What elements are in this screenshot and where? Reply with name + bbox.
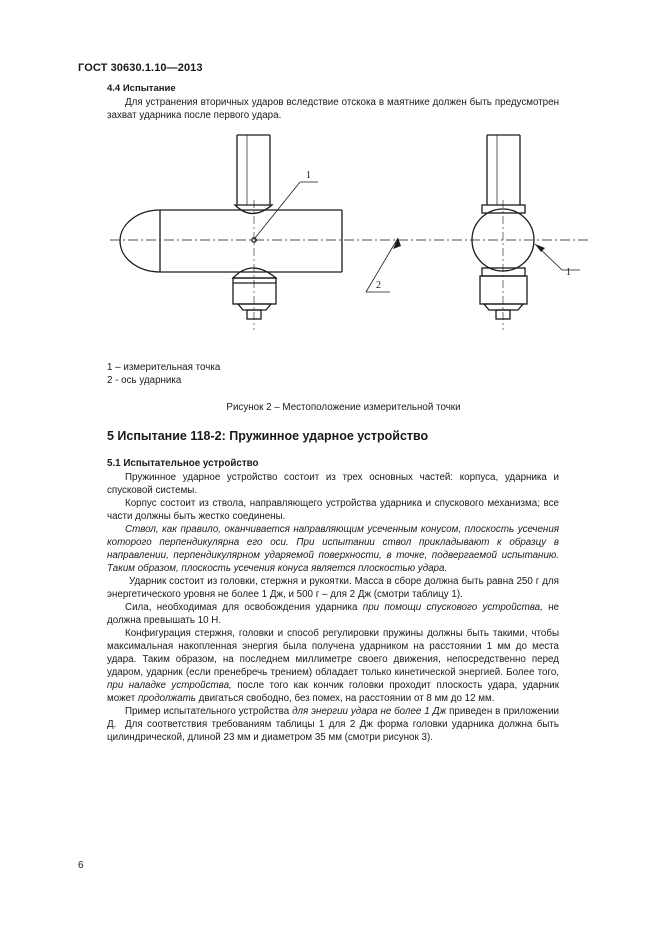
- paragraph-6-italic-d: продолжать: [137, 693, 196, 704]
- callout-1-left: 1: [306, 170, 311, 181]
- paragraph-5-italic: при помощи спускового устройства,: [362, 602, 543, 613]
- figure-legend-item-2: 2 - ось ударника: [107, 375, 182, 386]
- left-view-rod: [237, 135, 270, 205]
- left-view-holder: [233, 278, 276, 319]
- section-5-1-title: 5.1 Испытательное устройство: [107, 458, 259, 469]
- left-view-body: [120, 210, 342, 272]
- section-5-title: 5 Испытание 118-2: Пружинное ударное устройство: [107, 429, 429, 443]
- paragraph-2: Корпус состоит из ствола, направляющего устройства ударника и спускового механизма; все части должны быть жестко соединены.: [107, 498, 559, 522]
- page-number: 6: [78, 860, 84, 871]
- section-4-4-title: 4.4 Испытание: [107, 83, 176, 94]
- paragraph-6-text-c: после того как кончик головки проходит плоскость удара, ударник может: [107, 680, 559, 704]
- document-header: ГОСТ 30630.1.10—2013: [78, 62, 203, 74]
- paragraph-8: Для соответствия требованиям таблицы 1 для 2 Дж форма головки ударника должна быть цилиндрической, длиной 23 мм и диаметром 35 мм (смотри рисунок 3).: [107, 719, 559, 743]
- left-view-bottom-dome: [233, 268, 276, 278]
- paragraph-4: Ударник состоит из головки, стержня и рукоятки. Масса в сборе должна быть равна 250 г для энергетического уровня не более 1 Дж, и 500 г – для 2 Дж (смотри таблицу 1).: [107, 576, 559, 600]
- paragraph-5-text-c: не должна превышать 10 Н.: [107, 602, 559, 626]
- figure-2-drawing: [78, 130, 598, 330]
- paragraph-3: Ствол, как правило, оканчивается направляющим усеченным конусом, плоскость усечения которого перпендикулярна его оси. При испытании ствол прикладывают к образцу в направлении, перпендикулярном ударяемой поверхности, в точке, подвергаемой испытанию. Таким образом, плоскость усечения конуса является плоскостью удара.: [107, 524, 559, 574]
- right-view-rod: [487, 135, 520, 205]
- callout-1-right: 1: [566, 267, 571, 278]
- paragraph-7-text-a: Пример испытательного устройства: [125, 706, 293, 717]
- figure-legend-item-1: 1 – измерительная точка: [107, 362, 221, 373]
- figure-caption: Рисунок 2 – Местоположение измерительной точки: [226, 402, 461, 413]
- paragraph-6: [107, 627, 559, 705]
- right-view-holder: [480, 276, 527, 319]
- paragraph-6-text-e: двигаться свободно, без помех, на расстоянии от 8 мм до 12 мм.: [195, 693, 495, 704]
- callout-2: 2: [376, 280, 381, 291]
- paragraph-5-text-a: Сила, необходимая для освобождения ударника: [125, 602, 363, 613]
- paragraph-7-text-c: приведен в приложении Д.: [107, 706, 560, 730]
- section-4-4-text: Для устранения вторичных ударов вследствие отскока в маятнике должен быть предусмотрен захват ударника после первого удара.: [107, 97, 559, 121]
- paragraph-5: [107, 601, 559, 627]
- paragraph-6-text-a: Конфигурация стержня, головки и способ регулировки пружины должны быть такими, чтобы максимальная накопленная энергия была получена ударником на расстоянии 1 мм до места удара. Таким образом, на последнем миллиметре своего движения, непосредственно перед ударом, ударник (если пренебречь трением) обладает только кинетической энергией. Более того,: [107, 628, 559, 678]
- paragraph-1: Пружинное ударное устройство состоит из трех основных частей: корпуса, ударника и спусковой системы.: [107, 472, 559, 496]
- left-view-top-cap: [235, 205, 272, 214]
- paragraph-7-italic: для энергии удара не более 1 Дж: [292, 706, 447, 717]
- paragraph-6-italic-b: при наладке устройства,: [107, 680, 232, 691]
